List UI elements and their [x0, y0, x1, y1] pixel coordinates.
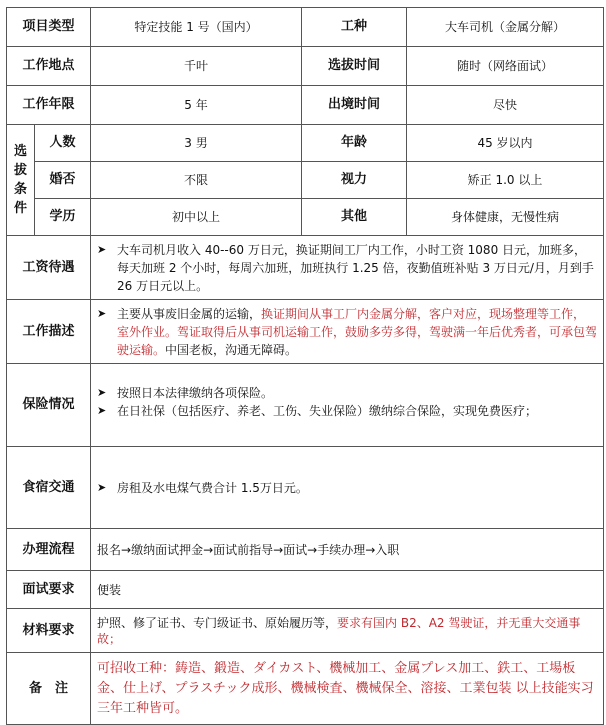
bullet-arrow-icon: ➤	[97, 386, 107, 399]
value-other: 身体健康，无慢性病	[407, 199, 604, 236]
label-project-type: 项目类型	[7, 8, 91, 47]
label-work-years: 工作年限	[7, 86, 91, 125]
bullet-arrow-icon: ➤	[97, 306, 107, 320]
value-housing	[91, 447, 604, 529]
label-other: 其他	[302, 199, 407, 236]
value-salary	[91, 236, 604, 300]
label-salary: 工资待遇	[7, 236, 91, 300]
label-job-type: 工种	[302, 8, 407, 47]
row-process	[7, 529, 604, 571]
value-marital: 不限	[91, 162, 302, 199]
label-marital: 婚否	[35, 162, 91, 199]
value-interview: 便装	[91, 571, 604, 609]
bullet-arrow-icon: ➤	[97, 242, 107, 256]
row-interview	[7, 571, 604, 609]
label-materials: 材料要求	[7, 609, 91, 653]
job-description-item: ➤ 主要从事废旧金属的运输，换证期间从事工厂内金属分解，客户对应，现场整理等工作，室外作业。驾证取得后从事司机运输工作，鼓励多劳多得，驾驶满一年后优秀者，可承包驾驶运输。中国老板，沟通无障碍。	[97, 306, 598, 357]
label-insurance: 保险情况	[7, 364, 91, 447]
label-departure-time: 出境时间	[302, 86, 407, 125]
insurance-item: ➤ 在日社保（包括医疗、养老、工伤、失业保险）缴纳综合保险，实现免费医疗；	[97, 404, 538, 418]
value-remarks: 可招收工种：鋳造、鍛造、ダイカスト、機械加工、金属プレス加工、鉄工、工場板金、仕上げ、プラスチック成形、機械検査、機械保全、溶接、工業包装 以上技能实习三年工种皆可。	[91, 653, 604, 725]
row-materials	[7, 609, 604, 653]
value-selection-time: 随时（网络面试）	[407, 47, 604, 86]
value-work-years: 5 年	[91, 86, 302, 125]
row-headcount	[7, 125, 604, 162]
label-job-description: 工作描述	[7, 300, 91, 364]
bullet-arrow-icon: ➤	[97, 480, 107, 494]
value-headcount: 3 男	[91, 125, 302, 162]
row-salary	[7, 236, 604, 300]
row-work-location	[7, 47, 604, 86]
label-education: 学历	[35, 199, 91, 236]
value-materials: 护照、修了证书、专门级证书、原始履历等，要求有国内 B2、A2 驾驶证，并无重大交通事故；	[91, 609, 604, 653]
label-vision: 视力	[302, 162, 407, 199]
label-work-location: 工作地点	[7, 47, 91, 86]
label-interview: 面试要求	[7, 571, 91, 609]
value-age: 45 岁以内	[407, 125, 604, 162]
insurance-item: ➤ 按照日本法律缴纳各项保险。	[97, 386, 274, 400]
value-job-type: 大车司机（金属分解）	[407, 8, 604, 47]
row-work-years	[7, 86, 604, 125]
label-age: 年龄	[302, 125, 407, 162]
salary-item: ➤ 大车司机月收入 40--60 万日元，换证期间工厂内工作，小时工资 1080 日元，加班多，每天加班 2 个小时，每周六加班，加班执行 1.25 倍，夜勤值班补贴 3 万日元/月，月到手 26 万日元以上。	[97, 242, 594, 293]
label-headcount: 人数	[35, 125, 91, 162]
row-marital	[7, 162, 604, 199]
row-job-description	[7, 300, 604, 364]
value-process: 报名→缴纳面试押金→面试前指导→面试→手续办理→入职	[91, 529, 604, 571]
value-job-description	[91, 300, 604, 364]
value-work-location: 千叶	[91, 47, 302, 86]
label-selection-time: 选拔时间	[302, 47, 407, 86]
label-housing: 食宿交通	[7, 447, 91, 529]
housing-item: ➤ 房租及水电煤气费合计 1.5万日元。	[97, 480, 308, 495]
value-project-type: 特定技能 1 号（国内）	[91, 8, 302, 47]
value-vision: 矫正 1.0 以上	[407, 162, 604, 199]
row-housing	[7, 447, 604, 529]
label-remarks: 备 注	[7, 653, 91, 725]
value-insurance	[91, 364, 604, 447]
bullet-arrow-icon: ➤	[97, 404, 107, 417]
row-remarks	[7, 653, 604, 725]
label-process: 办理流程	[7, 529, 91, 571]
row-project-type	[7, 8, 604, 47]
value-education: 初中以上	[91, 199, 302, 236]
row-insurance	[7, 364, 604, 447]
job-info-table	[6, 7, 604, 725]
row-education	[7, 199, 604, 236]
value-departure-time: 尽快	[407, 86, 604, 125]
selection-conditions-label: 选 拔 条 件	[7, 125, 35, 236]
